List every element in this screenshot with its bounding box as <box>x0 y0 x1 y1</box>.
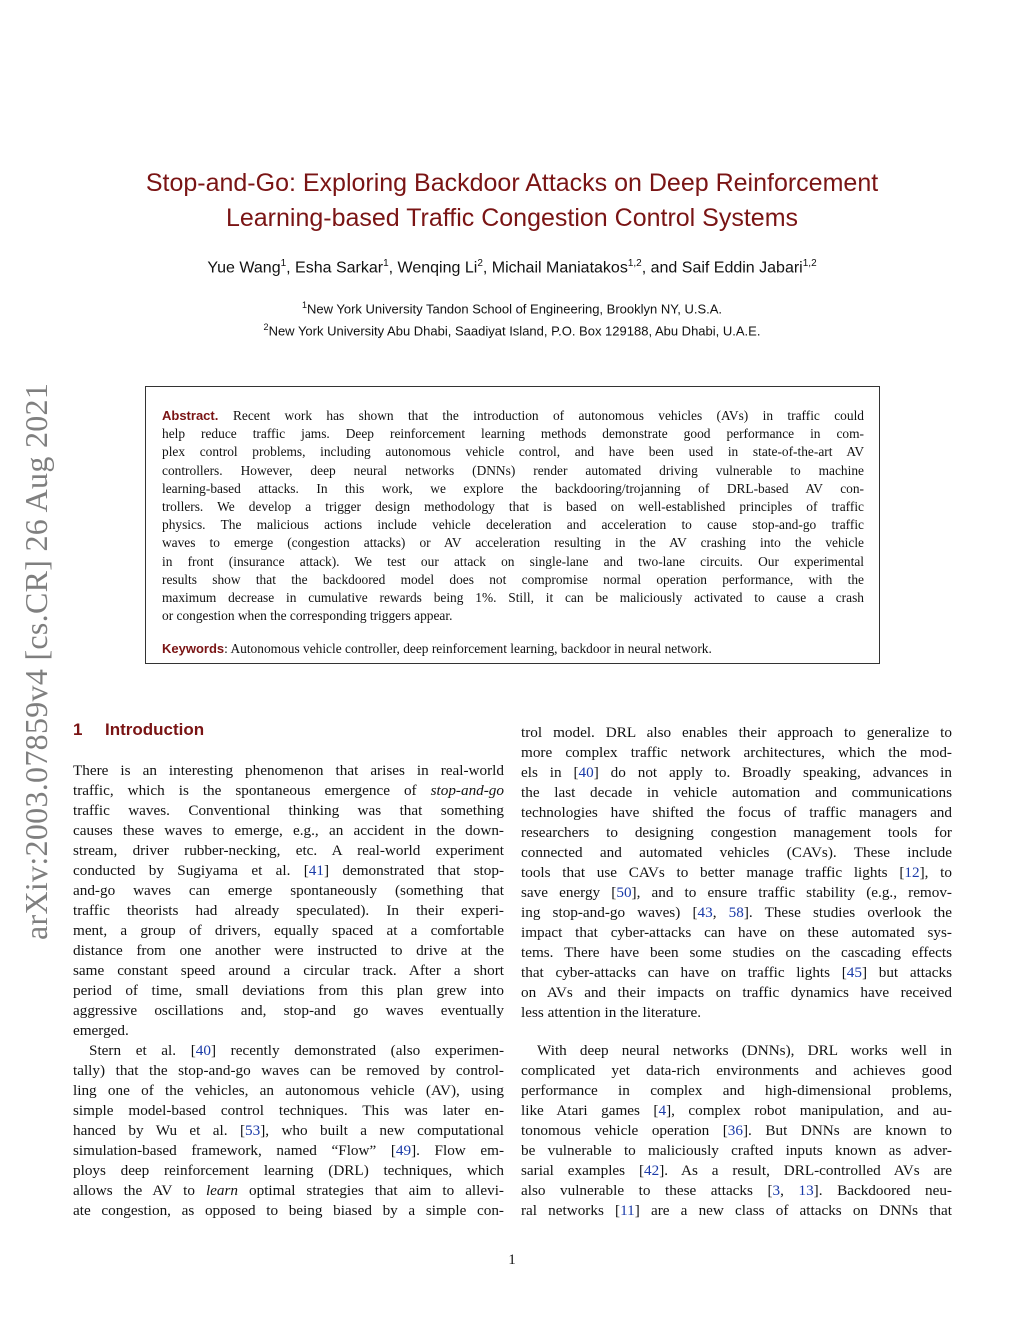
body-text-line: aggressive oscillations and, stop-and go waves eventually <box>73 1002 504 1019</box>
abstract-line-text: in front (insurance attack). We test our attack on single-lane and two-lane circuits. Our experimental <box>162 553 864 569</box>
section-title: Introduction <box>105 720 205 739</box>
author-list <box>100 258 924 277</box>
abstract-line-text: maximum decrease in cumulative rewards being 1%. Still, it can be maliciously activated to cause a crash <box>162 590 864 606</box>
abstract-line-text: results show that the backdoored model does not compromise normal operation performance, with the <box>162 571 864 587</box>
body-text-line: also vulnerable to these attacks [3, 13]. Backdoored neu- <box>521 1182 952 1199</box>
body-text-line: Stern et al. [40] recently demonstrated (also experimen- <box>89 1042 505 1059</box>
author-separator: , and <box>641 259 682 277</box>
citation-link[interactable]: 40 <box>195 1042 211 1059</box>
body-text-line: trol model. DRL also enables their approach to generalize to <box>521 724 952 741</box>
author-name: Saif Eddin Jabari <box>681 259 803 277</box>
body-text-line: distance from one another were instructed to drive at the <box>73 942 504 959</box>
page-number: 1 <box>508 1252 516 1268</box>
body-text-line: traffic theorists had already speculated). In their experi- <box>73 902 504 919</box>
body-text-line: ploys deep reinforcement learning (DRL) techniques, which <box>73 1162 504 1179</box>
body-text-line: emerged. <box>73 1022 129 1039</box>
body-text-line: simple model-based control techniques. This was later en- <box>73 1102 504 1119</box>
body-text-line: There is an interesting phenomenon that arises in real-world <box>73 762 504 779</box>
body-text-line: technologies have shifted the focus of traffic managers and <box>521 804 952 821</box>
body-text-line: and-go waves can emerge spontaneously (something that <box>73 882 504 899</box>
section-number: 1 <box>73 720 83 739</box>
abstract-line-text: Recent work has shown that the introduction of autonomous vehicles (AVs) in traffic could <box>232 408 864 423</box>
body-text-line: impact that cyber-attacks can have on these automated sys- <box>521 924 952 941</box>
citation-link[interactable]: 50 <box>616 884 632 901</box>
affiliation-list <box>100 296 924 341</box>
body-text-line: tools that use CAVs to better manage traffic lights [12], to <box>521 864 952 881</box>
citation-link[interactable]: 43 <box>697 904 713 921</box>
author-separator: , <box>482 259 492 277</box>
body-text-line: els in [40] do not apply to. Broadly speaking, advances in <box>521 764 952 781</box>
body-text-line: ate congestion, as opposed to being biased by a simple con- <box>73 1202 504 1219</box>
body-text-line: simulation-based framework, named “Flow” [49]. Flow em- <box>73 1142 505 1159</box>
body-text-line: more complex traffic network architectures, which the mod- <box>521 744 952 761</box>
body-text-line: conducted by Sugiyama et al. [41] demonstrated that stop- <box>73 862 505 879</box>
body-text-line: hanced by Wu et al. [53], who built a new computational <box>73 1122 504 1139</box>
left-column-paragraph-2 <box>73 1041 504 1221</box>
body-text-line: save energy [50], and to ensure traffic stability (e.g., remov- <box>521 884 952 901</box>
citation-link[interactable]: 49 <box>395 1142 412 1159</box>
body-text-line: traffic waves. Conventional thinking was that something <box>73 802 504 819</box>
abstract-label: Abstract. <box>162 408 233 423</box>
body-text-line: complicated yet data-rich environments and achieves good <box>521 1062 952 1079</box>
author-affiliation-mark: 1 <box>280 258 287 269</box>
body-text-line: traffic, which is the spontaneous emergence of stop-and-go <box>73 782 504 799</box>
body-text-line: tonomous vehicle operation [36]. But DNNs are known to <box>521 1122 952 1139</box>
citation-link[interactable]: 3 <box>772 1182 781 1199</box>
body-text-line: period of time, small deviations from this plan grew into <box>73 982 504 999</box>
citation-link[interactable]: 53 <box>245 1122 261 1139</box>
abstract-line <box>162 553 864 571</box>
abstract-line-text: learning-based attacks. In this work, we explore the backdooring/trojanning of DRL-based AV con- <box>162 480 864 496</box>
abstract-line <box>162 443 864 461</box>
body-text-line: be vulnerable to maliciously crafted inputs known as adver- <box>521 1142 952 1159</box>
keywords-line <box>162 641 864 657</box>
abstract-line-text: physics. The malicious actions include vehicle deceleration and acceleration to cause stop-and-go traffic <box>162 517 864 533</box>
body-text-line: allows the AV to learn optimal strategies that aim to allevi- <box>73 1182 504 1199</box>
body-text-line: like Atari games [4], complex robot manipulation, and au- <box>521 1102 952 1119</box>
body-text-line: stream, driver rubber-necking, etc. A real-world experiment <box>73 842 504 859</box>
citation-link[interactable]: 4 <box>658 1102 667 1119</box>
body-text-line: performance in complex and high-dimensional problems, <box>521 1082 952 1099</box>
body-text-line: that cyber-attacks can have on traffic lights [45] but attacks <box>521 964 952 981</box>
body-text-line: tally) that the stop-and-go waves can be removed by control- <box>73 1062 504 1079</box>
affiliation-line <box>100 318 924 340</box>
citation-link[interactable]: 58 <box>728 904 744 921</box>
abstract-line-text: waves to emerge (congestion attacks) or AV acceleration resulting in the AV crashing into the vehicle <box>162 535 864 551</box>
author-separator: , <box>388 259 398 277</box>
body-text-line: ral networks [11] are a new class of attacks on DNNs that <box>521 1202 952 1219</box>
abstract-line-text: help reduce traffic jams. Deep reinforcement learning methods demonstrate good performance in com- <box>162 426 864 442</box>
paper-title <box>100 166 924 236</box>
citation-link[interactable]: 13 <box>798 1182 814 1199</box>
abstract-line <box>162 534 864 552</box>
author-name: Esha Sarkar <box>295 259 384 277</box>
abstract-line-text: trollers. We develop a trigger design methodology that is based on well-established principles of traffic <box>162 499 864 515</box>
abstract-line <box>162 425 864 443</box>
author-name: Yue Wang <box>207 259 281 277</box>
emphasized-text: stop-and-go <box>430 782 504 799</box>
citation-link[interactable]: 40 <box>578 764 594 781</box>
right-column-paragraph-1 <box>521 723 952 1023</box>
abstract-text <box>162 407 864 625</box>
affiliation-line <box>100 296 924 318</box>
author-name: Wenqing Li <box>397 259 478 277</box>
citation-link[interactable]: 42 <box>644 1162 660 1179</box>
abstract-line <box>162 571 864 589</box>
affiliation-mark: 1 <box>301 300 307 310</box>
arxiv-identifier-stamp: arXiv:2003.07859v4 [cs.CR] 26 Aug 2021 <box>18 382 54 940</box>
abstract-line <box>162 407 864 425</box>
left-column-paragraph-1 <box>73 761 504 1041</box>
abstract-line <box>162 480 864 498</box>
author-separator: , <box>286 259 296 277</box>
section-heading-introduction <box>73 720 204 740</box>
author-affiliation-mark: 1 <box>383 258 389 269</box>
body-text-line: researchers to designing congestion management tools for <box>521 824 952 841</box>
abstract-line <box>162 462 864 480</box>
body-text-line: With deep neural networks (DNNs), DRL works well in <box>537 1042 952 1059</box>
citation-link[interactable]: 12 <box>904 864 920 881</box>
body-text-line: connected and automated vehicles (CAVs). These include <box>521 844 952 861</box>
abstract-line <box>162 516 864 534</box>
body-text-line: ment, a group of drivers, equally spaced at a comfortable <box>73 922 504 939</box>
body-text-line: ing stop-and-go waves) [43, 58]. These studies overlook the <box>521 904 953 921</box>
body-text-line: same constant speed around a circular track. After a short <box>73 962 504 979</box>
affiliation-text: New York University Abu Dhabi, Saadiyat Island, P.O. Box 129188, Abu Dhabi, U.A.E. <box>268 323 761 339</box>
abstract-line <box>162 589 864 607</box>
body-text-line: causes these waves to emerge, e.g., an accident in the down- <box>73 822 504 839</box>
citation-link[interactable]: 45 <box>846 964 862 981</box>
citation-link[interactable]: 36 <box>727 1122 743 1139</box>
keywords-label: Keywords <box>162 641 225 656</box>
right-column-paragraph-2 <box>521 1041 952 1221</box>
author-affiliation-mark: 1,2 <box>627 258 642 269</box>
author-name: Michail Maniatakos <box>491 259 628 277</box>
abstract-line-text: or congestion when the corresponding triggers appear. <box>162 608 453 624</box>
abstract-box <box>145 386 880 664</box>
body-text-line: the last decade in vehicle automation and communications <box>521 784 952 801</box>
abstract-line-text: plex control problems, including autonomous vehicle control, and have been used in state-of-the-art AV <box>162 444 864 460</box>
citation-link[interactable]: 41 <box>308 862 324 879</box>
affiliation-mark: 2 <box>263 322 269 333</box>
author-affiliation-mark: 1,2 <box>802 258 817 269</box>
paper-title-line-2: Learning-based Traffic Congestion Control Systems <box>225 204 799 232</box>
affiliation-text: New York University Tandon School of Engineering, Brooklyn NY, U.S.A. <box>306 301 723 317</box>
abstract-line <box>162 498 864 516</box>
body-text-line: sarial examples [42]. As a result, DRL-controlled AVs are <box>521 1162 952 1179</box>
abstract-line <box>162 607 864 625</box>
body-text-line: less attention in the literature. <box>521 1004 702 1021</box>
author-affiliation-mark: 2 <box>477 258 483 269</box>
emphasized-text: learn <box>205 1182 238 1199</box>
citation-link[interactable]: 11 <box>620 1202 635 1219</box>
abstract-line-text: controllers. However, deep neural networks (DNNs) render automated driving vulnerable to machine <box>162 462 864 478</box>
paper-title-line-1: Stop-and-Go: Exploring Backdoor Attacks on Deep Reinforcement <box>145 169 879 197</box>
body-text-line: tems. There have been some studies on the cascading effects <box>521 944 952 961</box>
body-text-line: on AVs and their impacts on traffic dynamics have received <box>521 984 952 1001</box>
body-text-line: ling one of the vehicles, an autonomous vehicle (AV), using <box>73 1082 504 1099</box>
keywords-text: : Autonomous vehicle controller, deep reinforcement learning, backdoor in neural network. <box>224 641 712 656</box>
